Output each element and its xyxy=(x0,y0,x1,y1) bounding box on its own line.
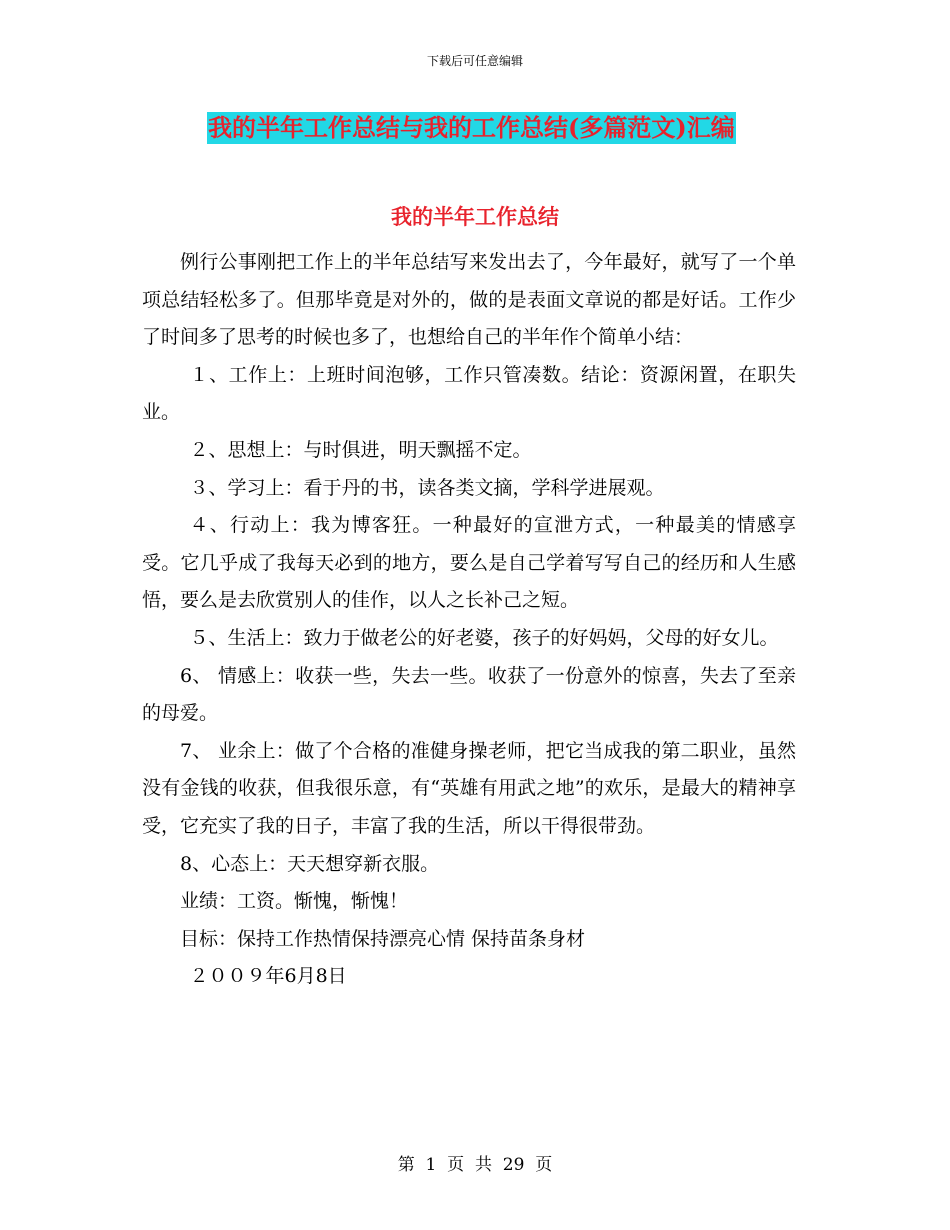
paragraph-item-study: ３、学习上：看于丹的书，读各类文摘，学科学进展观。 xyxy=(189,476,665,499)
document-title: 我的半年工作总结与我的工作总结(多篇范文)汇编 xyxy=(208,113,735,142)
paragraph-goals: 目标：保持工作热情保持漂亮心情 保持苗条身材 xyxy=(180,927,586,950)
header-note: 下载后可任意编辑 xyxy=(426,54,523,68)
paragraph-intro: 例行公事刚把工作上的半年总结写来发出去了，今年最好，就写了一个单项总结轻松多了。但那毕竟是对外的，做的是表面文章说的都是好话。工作少了时间多了思考的时候也多了，也想给自己的半年作个简单小结： xyxy=(142,251,796,349)
paragraph-item-work: １、工作上：上班时间泡够，工作只管凑数。结论：资源闲置，在职失业。 xyxy=(142,363,796,424)
paragraph-date: ２００９年6月8日 xyxy=(189,965,347,988)
paragraph-item-action: ４、行动上：我为博客狂。一种最好的宣泄方式，一种最美的情感享受。它几乎成了我每天必到的地方，要么是自己学着写写自己的经历和人生感悟，要么是去欣赏别人的佳作，以人之长补己之短。 xyxy=(142,514,796,612)
section-title: 我的半年工作总结 xyxy=(391,204,559,229)
paragraph-item-emotion: 6、 情感上：收获一些，失去一些。收获了一份意外的惊喜，失去了至亲的母爱。 xyxy=(142,664,796,725)
document-body xyxy=(142,244,796,996)
paragraph-item-life: ５、生活上：致力于做老公的好老婆，孩子的好妈妈，父母的好女儿。 xyxy=(189,626,779,649)
paragraph-item-mindset: 8、心态上：天天想穿新衣服。 xyxy=(180,852,440,875)
paragraph-item-thought: ２、思想上：与时俱进，明天飘摇不定。 xyxy=(189,438,532,461)
paragraph-item-hobby: 7、 业余上：做了个合格的准健身操老师，把它当成我的第二职业，虽然没有金钱的收获，但我很乐意，有“英雄有用武之地”的欢乐，是最大的精神享受，它充实了我的日子，丰富了我的生活，所以干得很带劲。 xyxy=(142,739,796,837)
paragraph-performance: 业绩：工资。惭愧，惭愧！ xyxy=(180,890,409,913)
page-number-footer: 第 1 页 共 29 页 xyxy=(397,1155,553,1175)
